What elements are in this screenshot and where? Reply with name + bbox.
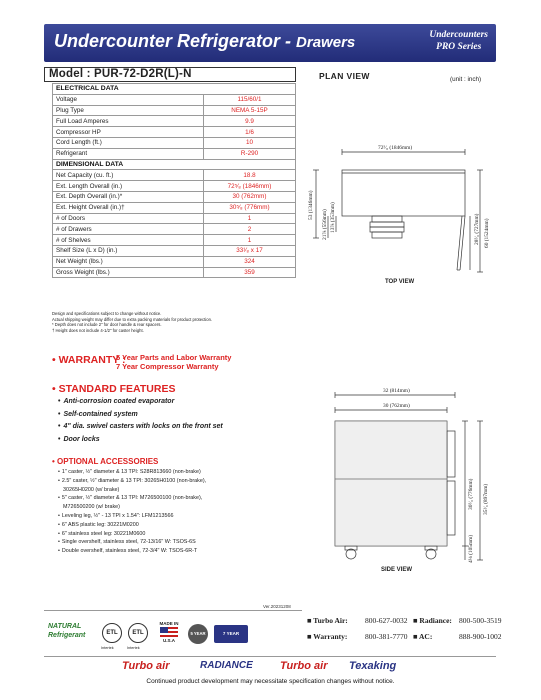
spec-label: Ext. Height Overall (in.)† xyxy=(53,202,204,213)
spec-row xyxy=(53,127,296,138)
spec-section-label: DIMENSIONAL DATA xyxy=(53,159,296,170)
contact-r-val: 888-900-1002 xyxy=(459,631,502,641)
spec-value: 2 xyxy=(204,224,296,235)
etl-logo-1 xyxy=(102,623,122,643)
spec-value: 359 xyxy=(204,267,296,278)
page-title xyxy=(54,31,355,52)
spec-row xyxy=(53,170,296,181)
brand-logos xyxy=(44,656,496,672)
natural-refrigerant-logo xyxy=(48,623,92,645)
contact-info xyxy=(307,613,517,644)
accessory-item: • Single overshelf, stainless steel, 72-13/16" W: TSOS-6S xyxy=(58,538,206,547)
brand-radiance: RADIANCE xyxy=(200,660,253,671)
spec-value: 30⁵⁄₈ (776mm) xyxy=(204,202,296,213)
spec-label: Full Load Amperes xyxy=(53,116,204,127)
spec-value: 115/60/1 xyxy=(204,94,296,105)
contact-r-label: ■ AC: xyxy=(413,631,433,641)
spec-row xyxy=(53,137,296,148)
refrigerant-text: Refrigerant xyxy=(48,632,86,639)
spec-label: Net Capacity (cu. ft.) xyxy=(53,170,204,181)
natural-text: NATURAL xyxy=(48,623,82,630)
spec-row xyxy=(53,191,296,202)
spec-row xyxy=(53,267,296,278)
spec-notes xyxy=(52,311,212,333)
optional-accessories-list xyxy=(58,468,206,556)
spec-row xyxy=(53,213,296,224)
spec-label: Shelf Size (L x D) (in.) xyxy=(53,245,204,256)
spec-value: R-290 xyxy=(204,148,296,159)
spec-label: Ext. Length Overall (in.) xyxy=(53,181,204,192)
spec-value: 1/6 xyxy=(204,127,296,138)
spec-value: 18.8 xyxy=(204,170,296,181)
dim-top-28: 28⁵⁄₈ (727mm) xyxy=(474,213,480,245)
series-line1: Undercounters xyxy=(429,30,488,40)
accessory-item: M726500200 (w/ brake) xyxy=(63,504,120,511)
spec-value: 72⁵⁄₈ (1846mm) xyxy=(204,181,296,192)
contact-row xyxy=(307,629,517,645)
standard-features-list xyxy=(58,396,223,446)
accessory-item: • 1" caster, ½" diameter & 13 TPI: S28R813660 (non-brake) xyxy=(58,468,206,477)
spec-value: 10 xyxy=(204,137,296,148)
series-line2: PRO Series xyxy=(436,42,482,52)
warranty-line1: 5 Year Parts and Labor Warranty xyxy=(116,353,232,362)
dim-side-4: 4⅛ (105mm) xyxy=(468,534,474,563)
spec-value: 30 (762mm) xyxy=(204,191,296,202)
warranty-line2: 7 Year Compressor Warranty xyxy=(116,362,219,371)
spec-label: Cord Length (ft.) xyxy=(53,137,204,148)
contact-row xyxy=(307,613,517,629)
spec-label: Voltage xyxy=(53,94,204,105)
model-box xyxy=(44,67,296,82)
etl-logo-2 xyxy=(128,623,148,643)
accessory-item: • 6" ABS plastic leg: 30221M0200 xyxy=(58,521,206,530)
warranty-label: • WARRANTY : xyxy=(52,354,126,366)
seven-year-text: 7 YEAR xyxy=(222,631,240,636)
dim-top-width: 72⁵⁄₈ (1846mm) xyxy=(378,145,413,151)
footer-note: Continued product development may necessitate specification changes without notice. xyxy=(146,678,395,685)
spec-row xyxy=(53,94,296,105)
spec-section-row xyxy=(53,84,296,95)
accessory-item: • Leveling leg, ½" - 13 TPI x 1.54": LFM1213566 xyxy=(58,512,206,521)
dim-side-32: 32 (814mm) xyxy=(383,388,410,394)
side-view-label: SIDE VIEW xyxy=(381,567,413,573)
five-year-text: 5 YEAR xyxy=(190,631,206,636)
made-in-text: MADE IN xyxy=(159,621,179,626)
five-year-badge xyxy=(188,624,208,644)
warranty-lines xyxy=(116,353,231,371)
made-in-usa-badge xyxy=(156,621,182,647)
dim-side-30h: 30⁵⁄₈ (776mm) xyxy=(468,478,474,510)
usa-text: U.S.A xyxy=(162,638,175,643)
seven-year-badge xyxy=(214,625,248,643)
dim-side-35: 35¹⁄₈ (897mm) xyxy=(483,483,489,515)
spec-label: # of Doors xyxy=(53,213,204,224)
dim-top-53: 53 (1346mm) xyxy=(308,190,314,220)
note-line: † Height does not include 4-1/2" for caster height. xyxy=(52,327,144,333)
dim-top-21: 21⅞ (556mm) xyxy=(322,209,328,240)
optional-accessories-title: • OPTIONAL ACCESSORIES xyxy=(52,457,159,466)
spec-row xyxy=(53,256,296,267)
spec-row xyxy=(53,105,296,116)
spec-value: 9.9 xyxy=(204,116,296,127)
spec-label: Compressor HP xyxy=(53,127,204,138)
spec-row xyxy=(53,245,296,256)
spec-value: 33¹⁄₈ x 17 xyxy=(204,245,296,256)
spec-section-row xyxy=(53,159,296,170)
accessory-item: • Double overshelf, stainless steel, 72-3/4" W: TSOS-6R-T xyxy=(58,547,206,556)
top-view-drawing xyxy=(300,140,500,276)
dim-side-30: 30 (762mm) xyxy=(383,403,410,409)
spec-row xyxy=(53,224,296,235)
spec-label: Net Weight (lbs.) xyxy=(53,256,204,267)
contact-r-val: 800-500-3519 xyxy=(459,616,502,625)
spec-row xyxy=(53,181,296,192)
etl-text-1: ETL xyxy=(106,630,118,636)
contact-l-val: 800-381-7770 xyxy=(365,631,408,641)
spec-label: # of Drawers xyxy=(53,224,204,235)
spec-value: 1 xyxy=(204,235,296,246)
spec-row xyxy=(53,116,296,127)
spec-label: Ext. Depth Overall (in.)* xyxy=(53,191,204,202)
version-label: Ver.20231208 xyxy=(263,604,291,609)
series-label xyxy=(429,29,488,53)
spec-label: Plug Type xyxy=(53,105,204,116)
title-sub: Drawers xyxy=(296,34,356,51)
side-view-drawing xyxy=(315,385,505,565)
contact-l-val: 800-627-0032 xyxy=(365,616,408,625)
intertek-text-1: Intertek xyxy=(101,646,114,650)
usa-flag-icon xyxy=(160,627,178,637)
contact-l-label: ■ Warranty: xyxy=(307,631,348,641)
plan-view-title: PLAN VIEW xyxy=(319,71,370,81)
dim-top-60: 60 (1524mm) xyxy=(484,218,490,248)
feature-item: • Door locks xyxy=(58,434,223,447)
spec-row xyxy=(53,148,296,159)
brand-turbo-air-1: Turbo air xyxy=(122,660,170,672)
accessory-item: 30265H0200 (w/ brake) xyxy=(63,486,120,493)
spec-section-label: ELECTRICAL DATA xyxy=(53,84,296,95)
spec-value: NEMA 5-15P xyxy=(204,105,296,116)
feature-item: • Self-contained system xyxy=(58,409,223,422)
note-line: Design and specifications subject to change without notice. xyxy=(52,311,162,316)
top-view-label: TOP VIEW xyxy=(385,279,415,285)
title-main: Undercounter Refrigerator - xyxy=(54,31,297,51)
note-line: Actual shipping weight may differ due to extra packing materials for product protection. xyxy=(52,316,213,322)
feature-item: • 4" dia. swivel casters with locks on the front set xyxy=(58,421,223,434)
spec-label: Refrigerant xyxy=(53,148,204,159)
etl-text-2: ETL xyxy=(132,630,144,636)
spec-label: Gross Weight (lbs.) xyxy=(53,267,204,278)
accessory-item: • 6" stainless steel leg: 30221M0600 xyxy=(58,530,206,539)
certification-badges xyxy=(44,610,302,656)
model-label: Model : PUR-72-D2R(L)-N xyxy=(49,68,192,80)
contact-r-label: ■ Radiance: xyxy=(413,616,452,625)
contact-l-label: ■ Turbo Air: xyxy=(307,616,348,625)
intertek-text-2: Intertek xyxy=(127,646,140,650)
spec-label: # of Shelves xyxy=(53,235,204,246)
spec-row xyxy=(53,202,296,213)
spec-table xyxy=(52,83,296,278)
dim-top-13: 13⅞ (353mm) xyxy=(330,202,336,233)
note-line: * Depth does not include 2" for door handle & rear spacers. xyxy=(52,322,162,328)
header-banner xyxy=(44,24,496,62)
spec-value: 1 xyxy=(204,213,296,224)
accessory-item: • 2.5" caster, ½" diameter & 13 TPI: 30265H0100 (non-brake), xyxy=(58,477,206,486)
standard-features-title: • STANDARD FEATURES xyxy=(52,383,176,395)
unit-label: (unit : inch) xyxy=(450,76,482,83)
spec-value: 324 xyxy=(204,256,296,267)
brand-texaking: Texaking xyxy=(349,660,397,672)
feature-item: • Anti-corrosion coated evaporator xyxy=(58,396,223,409)
spec-row xyxy=(53,235,296,246)
accessory-item: • 5" caster, ½" diameter & 13 TPI: M726500100 (non-brake), xyxy=(58,494,206,503)
brand-turbo-air-2: Turbo air xyxy=(280,660,328,672)
